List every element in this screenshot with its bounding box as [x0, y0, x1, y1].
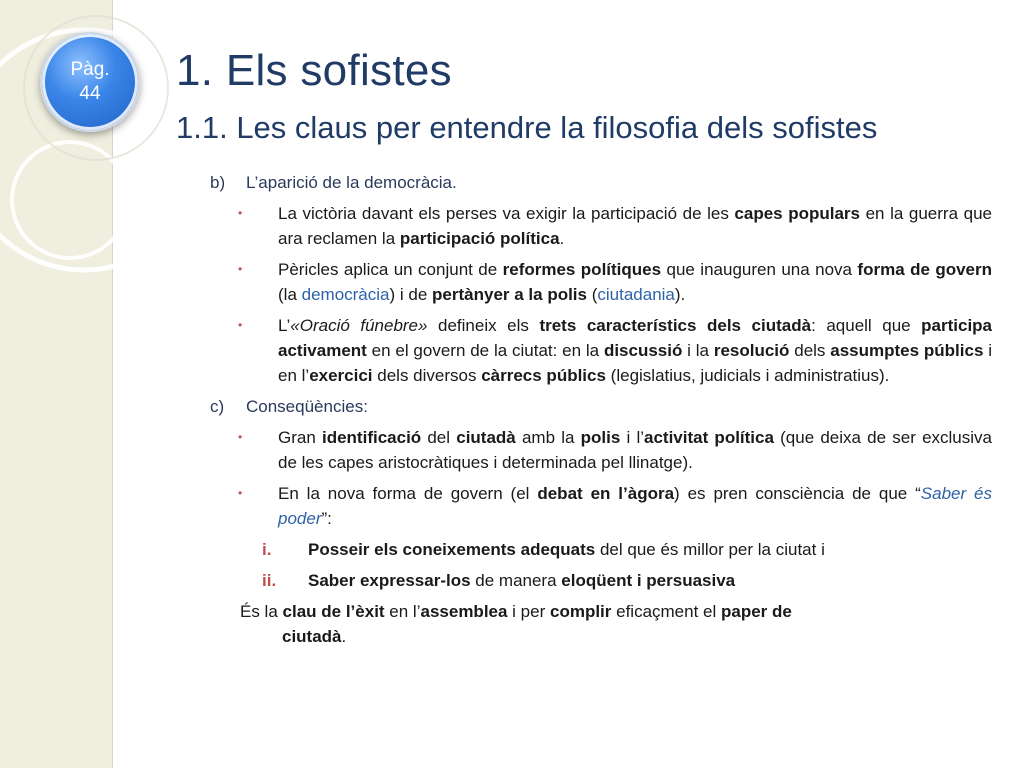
bullet-b1 — [210, 201, 992, 251]
bold-text: Posseir els coneixements adequats — [308, 540, 596, 559]
bold-text: capes populars — [734, 204, 860, 223]
slide-subtitle: 1.1. Les claus per entendre la filosofia dels sofistes — [176, 110, 878, 145]
section-c-heading — [210, 394, 992, 419]
badge-label: Pàg. — [70, 59, 110, 80]
roman-item-2 — [210, 568, 992, 593]
bold-text: assemblea — [420, 602, 508, 621]
bold-text: discussió — [603, 341, 683, 360]
bold-text: activitat política — [644, 428, 774, 447]
text: del que és millor per la ciutat i — [595, 540, 825, 559]
text: (legislatius, judicials i administratius). — [605, 366, 890, 385]
bullet-icon: • — [238, 262, 243, 276]
page-number-badge — [40, 32, 140, 132]
section-c-title: Conseqüències: — [246, 397, 368, 416]
section-b-label: b) — [210, 173, 226, 192]
text: i l’ — [620, 428, 644, 447]
text: Gran — [278, 428, 322, 447]
bold-text: complir — [549, 602, 612, 621]
text: i per — [507, 602, 550, 621]
bullet-icon: • — [238, 206, 243, 220]
text: . — [341, 627, 347, 646]
bold-text: càrrecs públics — [481, 366, 606, 385]
text: (la — [278, 285, 302, 304]
bold-text: participa activament — [278, 316, 993, 360]
slide-content — [210, 168, 992, 649]
text: i en l’ — [278, 341, 992, 385]
italic-text: «Oració fúnebre» — [290, 316, 428, 335]
roman-numeral: ii. — [262, 571, 277, 590]
ciutadania-term: ciutadania — [597, 285, 675, 304]
slide-title: 1. Els sofistes — [176, 46, 452, 95]
roman-item-1 — [210, 537, 992, 562]
text: dels — [789, 341, 831, 360]
bullet-icon: • — [238, 430, 243, 444]
badge-number: 44 — [79, 83, 101, 104]
democracia-term: democràcia — [301, 285, 390, 304]
text: eficaçment el — [611, 602, 721, 621]
bullet-icon: • — [238, 486, 243, 500]
text: en l’ — [384, 602, 421, 621]
bold-text: reformes polítiques — [502, 260, 662, 279]
bold-text: forma de govern — [857, 260, 993, 279]
text: ) es pren consciència de que “ — [674, 484, 921, 503]
bold-text: ciutadà — [282, 627, 342, 646]
text: i la — [682, 341, 714, 360]
bold-text: resolució — [713, 341, 790, 360]
bold-text: eloqüent i persuasiva — [561, 571, 736, 590]
text: ). — [674, 285, 686, 304]
conclusion-paragraph — [210, 599, 992, 624]
text: dels diversos — [372, 366, 482, 385]
section-b-heading — [210, 170, 992, 195]
saber-es-poder-quote: Saber és poder — [278, 484, 992, 528]
roman-numeral: i. — [262, 540, 272, 559]
bold-text: polis — [580, 428, 621, 447]
bold-text: clau de l’èxit — [282, 602, 385, 621]
text: amb la — [515, 428, 581, 447]
bold-text: assumptes públics — [830, 341, 984, 360]
text: en el govern de la ciutat: en la — [366, 341, 604, 360]
bullet-b3 — [210, 313, 992, 388]
text: És la — [240, 602, 283, 621]
bullet-c1 — [210, 425, 992, 475]
text: del — [421, 428, 457, 447]
text: ) i de — [389, 285, 433, 304]
text: ( — [586, 285, 598, 304]
section-b-title: L’aparició de la democràcia. — [246, 173, 457, 192]
bold-text: identificació — [321, 428, 422, 447]
conclusion-continuation — [210, 624, 992, 649]
text: defineix els — [427, 316, 540, 335]
text: : aquell que — [811, 316, 922, 335]
bold-text: exercici — [309, 366, 373, 385]
text: de manera — [470, 571, 562, 590]
text: La victòria davant els perses va exigir la participació de les — [278, 204, 735, 223]
bold-text: Saber expressar-los — [308, 571, 471, 590]
bullet-c2 — [210, 481, 992, 531]
bold-text: ciutadà — [456, 428, 516, 447]
text: ”: — [321, 509, 332, 528]
bold-text: trets característics dels ciutadà — [539, 316, 812, 335]
bullet-b2 — [210, 257, 992, 307]
text: en la guerra que ara reclamen la — [278, 204, 992, 248]
bold-text: paper de — [721, 602, 792, 621]
section-c-label: c) — [210, 397, 225, 416]
text: En la nova forma de govern (el — [278, 484, 538, 503]
bold-text: pertànyer a la polis — [432, 285, 587, 304]
text: (que deixa de ser exclusiva de les capes aristocràtiques i determinada pel llinatge). — [278, 428, 992, 472]
text: que inauguren una nova — [661, 260, 858, 279]
text: . — [559, 229, 565, 248]
bullet-icon: • — [238, 318, 243, 332]
bold-text: participació política — [399, 229, 560, 248]
text: Pèricles aplica un conjunt de — [278, 260, 503, 279]
bold-text: debat en l’àgora — [537, 484, 675, 503]
text: L’ — [278, 316, 291, 335]
